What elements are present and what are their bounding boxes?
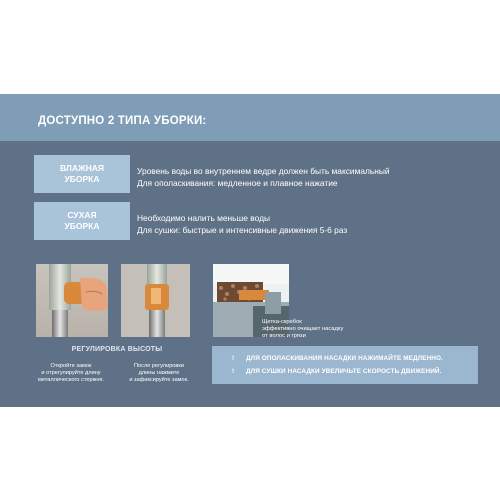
wet-label-line1: ВЛАЖНАЯ [59,163,105,173]
dry-cleaning-description [137,212,347,236]
scraper-line1: Щетка-скребок [262,319,302,325]
caption1-line1: Откройте замок [50,363,92,369]
tip-dry-text: ДЛЯ СУШКИ НАСАДКИ УВЕЛИЧЬТЕ СКОРОСТЬ ДВИЖЕНИЙ. [246,368,442,375]
caption1-line3: металлического стержня. [38,377,104,383]
dry-text-line2: Для сушки: быстрые и интенсивные движения 5-6 раз [137,225,348,235]
caption2-line2: длины нажмите [138,370,180,376]
open-lock-caption [28,363,114,384]
caption2-line1: После регулировки [134,363,184,369]
caption2-line3: и зафиксируйте замок. [129,377,189,383]
wet-cleaning-description [137,165,390,189]
tip-rinse [232,355,443,362]
page-title: ДОСТУПНО 2 ТИПА УБОРКИ: [38,115,207,127]
tip-rinse-text: ДЛЯ ОПОЛАСКИВАНИЯ НАСАДКИ НАЖИМАЙТЕ МЕДЛЕННО. [246,355,443,362]
wet-label-line2: УБОРКА [64,174,100,184]
caption1-line2: и отрегулируйте длину [41,370,101,376]
open-lock-photo [36,264,108,337]
exclamation-icon: ! [232,355,235,362]
exclamation-icon: ! [232,368,235,375]
scraper-caption [262,319,343,340]
height-adjust-title: РЕГУЛИРОВКА ВЫСОТЫ [71,346,163,353]
dry-label-line1: СУХАЯ [67,210,97,220]
scraper-line2: эффективно очищает насадку [262,326,344,332]
close-lock-caption [116,363,202,384]
tips-box [212,346,478,384]
wet-cleaning-label [34,155,130,193]
scraper-line3: от волос и грязи [262,333,306,339]
wet-text-line2: Для ополаскивания: медленное и плавное нажатие [137,178,338,188]
close-lock-photo [121,264,190,337]
dry-cleaning-label [34,202,130,240]
wet-text-line1: Уровень воды во внутреннем ведре должен быть максимальный [137,166,390,176]
dry-text-line1: Необходимо налить меньше воды [137,213,270,223]
dry-label-line2: УБОРКА [64,221,100,231]
tip-dry [232,368,441,375]
